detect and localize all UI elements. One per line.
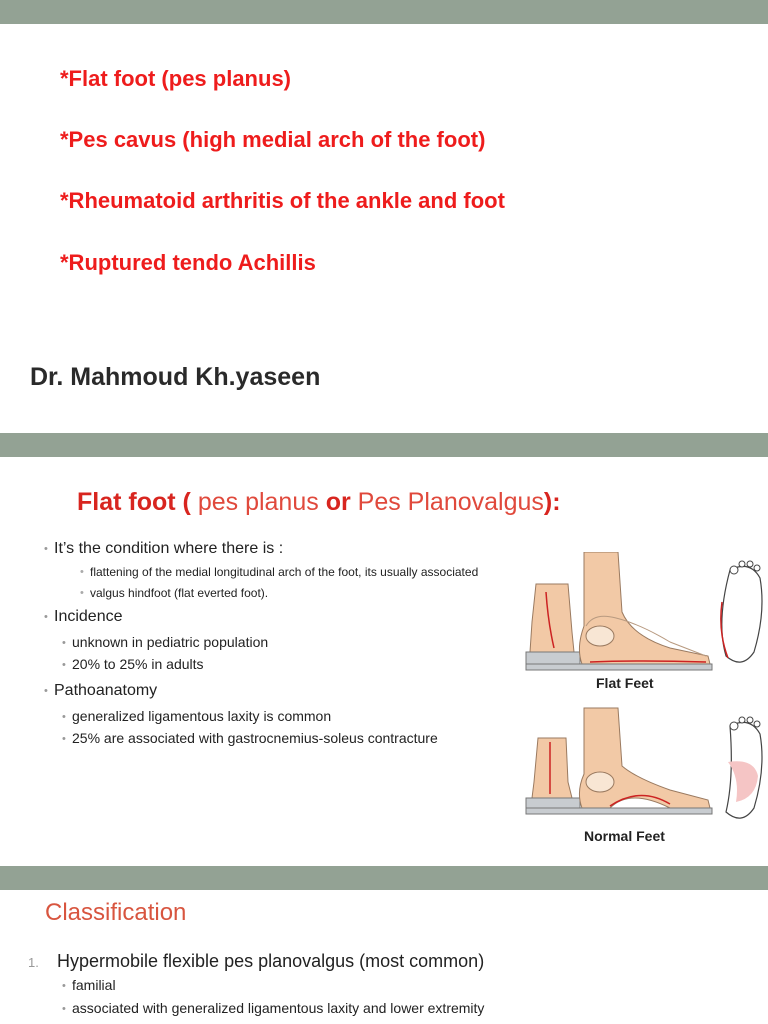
bullet-condition: • It’s the condition where there is : <box>44 540 284 557</box>
red-item-flat-foot: *Flat foot (pes planus) <box>60 66 291 91</box>
slide-2-title: Flat foot ( pes planus or Pes Planovalgus): <box>77 488 561 516</box>
sub-bullet-familial: • familial <box>62 977 116 993</box>
bullet-incidence: • Incidence <box>44 608 123 625</box>
author-name: Dr. Mahmoud Kh.yaseen <box>30 363 321 391</box>
slide-separator-top <box>0 0 768 24</box>
slide-separator-middle <box>0 433 768 457</box>
sub-bullet-valgus: • valgus hindfoot (flat everted foot). <box>80 586 269 600</box>
red-item-tendo-achillis: *Ruptured tendo Achillis <box>60 250 316 275</box>
sub-bullet-ligamentous: • associated with generalized ligamentous laxity and lower extremity <box>62 1000 485 1016</box>
normal-foot-rear-view <box>526 738 580 810</box>
flat-foot-rear-view <box>526 584 580 664</box>
sub-bullet-flattening: • flattening of the medial longitudinal arch of the foot, its usually associated <box>80 565 479 579</box>
caption-normal-feet: Normal Feet <box>584 828 665 844</box>
flat-foot-sole <box>721 561 762 662</box>
classification-title: Classification <box>45 899 187 926</box>
sub-bullet-gastrocnemius: • 25% are associated with gastrocnemius-soleus contracture <box>62 730 438 746</box>
slide-separator-bottom <box>0 866 768 890</box>
red-item-rheumatoid: *Rheumatoid arthritis of the ankle and foot <box>60 188 505 213</box>
sub-bullet-laxity: • generalized ligamentous laxity is common <box>62 708 332 724</box>
caption-flat-feet: Flat Feet <box>596 675 654 691</box>
classification-item-1: 1. Hypermobile flexible pes planovalgus (most common) <box>28 951 485 971</box>
foot-illustration <box>520 552 768 852</box>
red-item-pes-cavus: *Pes cavus (high medial arch of the foot) <box>60 127 486 152</box>
sub-bullet-pediatric: • unknown in pediatric population <box>62 634 269 650</box>
sub-bullet-adults: • 20% to 25% in adults <box>62 656 204 672</box>
bullet-pathoanatomy: • Pathoanatomy <box>44 682 158 699</box>
normal-foot-sole <box>726 717 762 818</box>
